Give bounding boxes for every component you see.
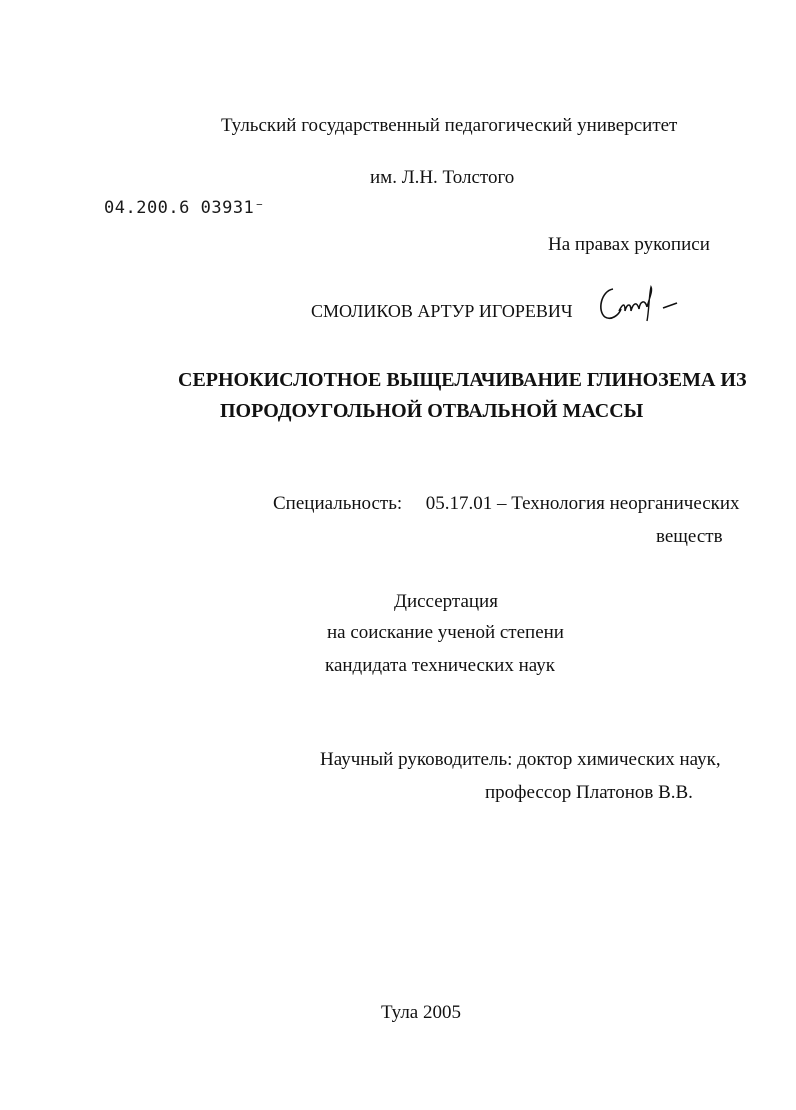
- dissertation-label: Диссертация: [394, 591, 498, 612]
- city-year: Тула 2005: [381, 1002, 461, 1023]
- specialty-label: Специальность:: [273, 493, 403, 514]
- author-name: СМОЛИКОВ АРТУР ИГОРЕВИЧ: [311, 301, 573, 321]
- signature-stroke-3: [647, 287, 652, 321]
- supervisor-label: Научный руководитель:: [320, 749, 513, 770]
- university-named-after: им. Л.Н. Толстого: [370, 167, 515, 188]
- university-line: Тульский государственный педагогический университет: [221, 115, 678, 136]
- specialty-name-continued: веществ: [656, 526, 723, 547]
- supervisor-degree: доктор химических наук,: [517, 749, 721, 770]
- signature-stroke-4: [663, 303, 677, 308]
- supervisor-name: профессор Платонов В.В.: [485, 782, 693, 803]
- rights-notice: На правах рукописи: [548, 234, 710, 255]
- registry-stamp: [104, 198, 265, 218]
- degree-purpose: на соискание ученой степени: [327, 622, 564, 643]
- supervisor-line: [320, 748, 721, 772]
- signature-stroke-1: [601, 289, 621, 318]
- author-signature: [593, 281, 683, 325]
- registry-stamp-number: 04.200.6 03931: [104, 198, 255, 218]
- dissertation-title-line-2: ПОРОДОУГОЛЬНОЙ ОТВАЛЬНОЙ МАССЫ: [220, 400, 644, 422]
- specialty-dash: –: [496, 493, 507, 514]
- degree-name: кандидата технических наук: [325, 655, 555, 676]
- specialty-name: Технология неорганических: [511, 493, 740, 514]
- signature-stroke-2: [619, 302, 647, 311]
- specialty-code: 05.17.01: [425, 493, 493, 514]
- specialty-line: [273, 492, 740, 516]
- stamp-dash-mark: ⁻: [254, 198, 266, 218]
- dissertation-title-line-1: СЕРНОКИСЛОТНОЕ ВЫЩЕЛАЧИВАНИЕ ГЛИНОЗЕМА ИЗ: [178, 369, 747, 391]
